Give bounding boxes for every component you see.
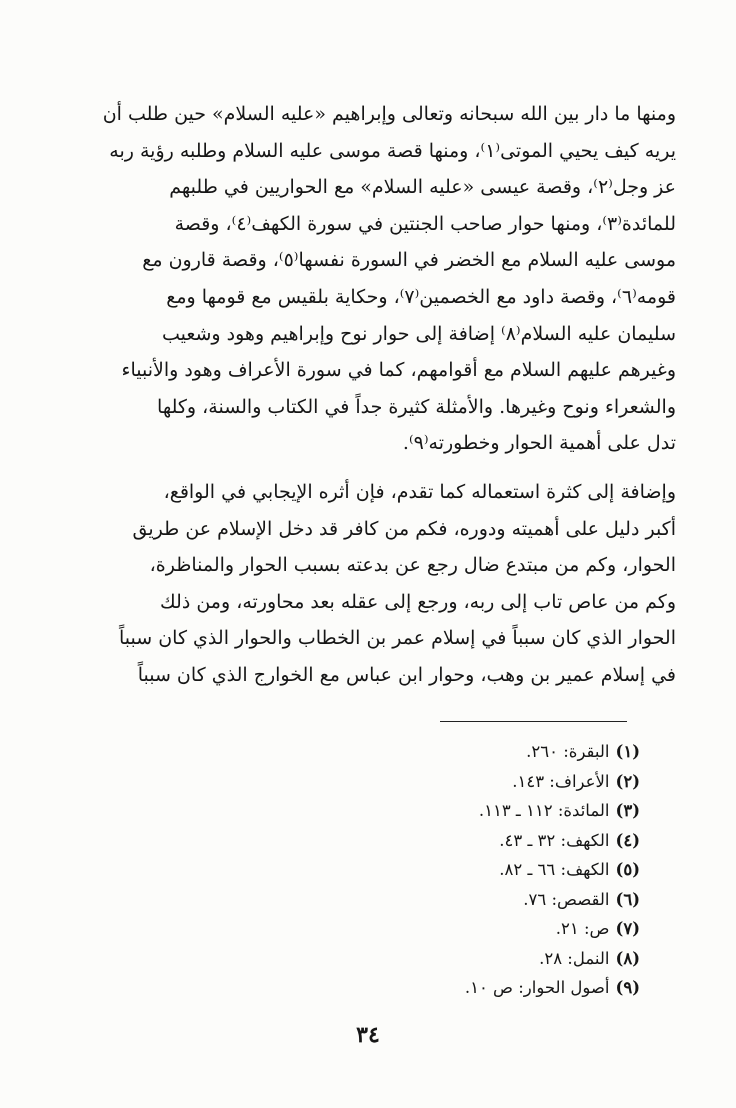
footnote-text: أصول الحوار: ص ١٠. (464, 978, 610, 997)
text-line: ومنها ما دار بين الله سبحانه وتعالى وإبراهيم «عليه السلام» حين طلب أن (102, 103, 676, 125)
text-line: وإضافة إلى كثرة استعماله كما تقدم، فإن أثره الإيجابي في الواقع، (163, 481, 676, 503)
text-line: قومه⁽٦⁾، وقصة داود مع الخصمين⁽٧⁾، وحكاية بلقيس مع قومها ومع (166, 285, 676, 308)
footnote-number: (٩) (615, 978, 640, 997)
text-line: للمائدة⁽٣⁾، ومنها حوار صاحب الجنتين في سورة الكهف⁽٤⁾، وقصة (174, 212, 676, 235)
footnote-item (320, 826, 640, 856)
text-line: وغيرهم عليهم السلام مع أقوامهم، كما في سورة الأعراف وهود والأنبياء (121, 359, 676, 382)
footnote-number: (٧) (615, 919, 640, 938)
footnote-item (320, 944, 640, 974)
text-line: عز وجل⁽٢⁾، وقصة عيسى «عليه السلام» مع الحواريين في طلبهم (169, 176, 676, 199)
text-line: أكبر دليل على أهميته ودوره، فكم من كافر قد دخل الإسلام عن طريق (132, 517, 676, 540)
paragraph-1 (62, 96, 676, 462)
footnote-text: ص: ٢١. (555, 919, 610, 938)
text-line: الحوار، وكم من مبتدع ضال رجع عن بدعته بسبب الحوار والمناظرة، (149, 554, 676, 577)
footnote-item (320, 914, 640, 944)
text-line: يريه كيف يحيي الموتى⁽١⁾، ومنها قصة موسى عليه السلام وطلبه رؤية ربه (109, 139, 676, 162)
footnotes (320, 737, 640, 1003)
footnote-separator (440, 721, 627, 722)
footnote-item (320, 885, 640, 915)
footnote-item (320, 973, 640, 1003)
text-line: والشعراء ونوح وغيرها. والأمثلة كثيرة جداً في الكتاب والسنة، وكلها (157, 395, 676, 418)
text-line: سليمان عليه السلام⁽٨⁾ إضافة إلى حوار نوح وإبراهيم وهود وشعيب (161, 322, 676, 345)
footnote-text: الكهف: ٦٦ ـ ٨٢. (499, 860, 610, 879)
text-line: وكم من عاص تاب إلى ربه، ورجع إلى عقله بعد محاورته، ومن ذلك (160, 590, 676, 613)
footnote-item (320, 767, 640, 797)
footnote-number: (٤) (615, 830, 640, 850)
footnote-text: القصص: ٧٦. (523, 889, 610, 909)
footnote-item (320, 796, 640, 826)
page-number: ٣٤ (356, 1022, 380, 1048)
footnote-text: الكهف: ٣٢ ـ ٤٣. (499, 830, 610, 850)
footnote-text: الأعراف: ١٤٣. (512, 771, 610, 791)
footnote-text: النمل: ٢٨. (539, 948, 610, 968)
paragraph-2 (62, 474, 676, 694)
text-line: تدل على أهمية الحوار وخطورته⁽٩⁾. (402, 432, 676, 455)
footnote-number: (٨) (615, 948, 640, 968)
footnote-item (320, 737, 640, 767)
footnote-number: (٢) (615, 771, 640, 791)
text-line: في إسلام عمير بن وهب، وحوار ابن عباس مع الخوارج الذي كان سبباً (137, 663, 676, 686)
text-line: الحوار الذي كان سبباً في إسلام عمر بن الخطاب والحوار الذي كان سبباً (119, 627, 676, 650)
footnote-text: المائدة: ١١٢ ـ ١١٣. (478, 801, 610, 820)
footnote-item (320, 855, 640, 885)
text-line: موسى عليه السلام مع الخضر في السورة نفسها⁽٥⁾، وقصة قارون مع (142, 249, 676, 272)
footnote-text: البقرة: ٢٦٠. (526, 742, 610, 761)
footnote-number: (١) (615, 742, 640, 761)
footnote-number: (٥) (615, 860, 640, 879)
footnote-number: (٦) (615, 889, 640, 909)
footnote-number: (٣) (615, 801, 640, 820)
